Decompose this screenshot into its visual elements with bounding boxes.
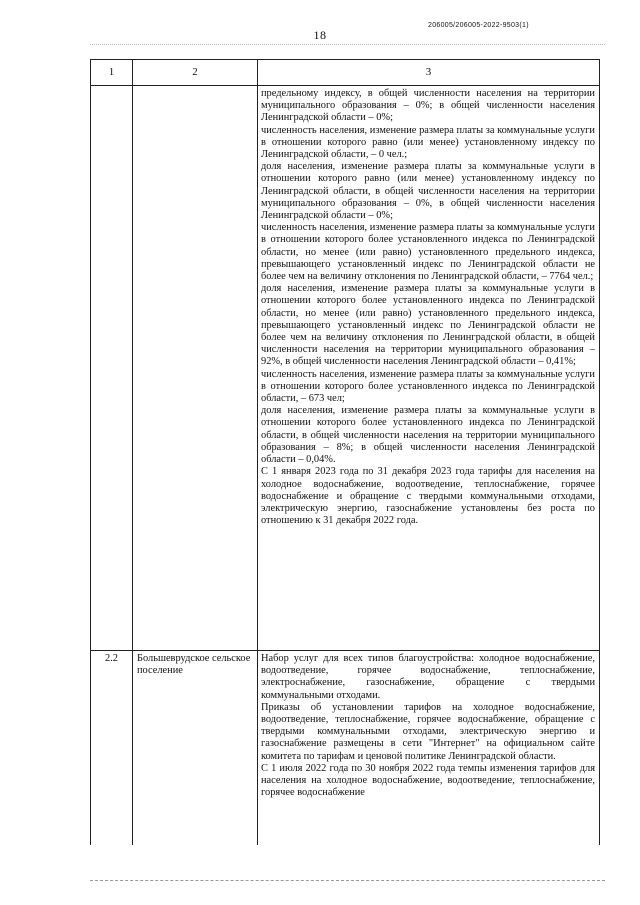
paragraph: доля населения, изменение размера платы за коммунальные услуги в отношении которого более установленного индекса по Ленинградской области, но менее (или равно) установленного предельного индекса, превышающего установленный индекс по Ленинградской области не более чем на величину отклонения по Ленинградской области, в общей численности населения на территории муниципального образования – 92%, в общей численности населения Ленинградской области – 0,41%; — [261, 283, 595, 368]
header-col-3: 3 — [258, 60, 600, 86]
row-number — [91, 86, 133, 651]
tariff-table — [90, 59, 600, 845]
paragraph: Набор услуг для всех типов благоустройства: холодное водоснабжение, водоотведение, горячее водоснабжение, теплоснабжение, электроснабжение, газоснабжение, обращение с твердыми коммунальными отходами. — [261, 653, 595, 701]
paragraph: численность населения, изменение размера платы за коммунальные услуги в отношении которого более установленного индекса по Ленинградской области, – 673 чел; — [261, 368, 595, 405]
description-cell — [258, 651, 600, 846]
municipality-name: Большеврудское сельское поселение — [133, 651, 258, 846]
table-row — [91, 86, 600, 651]
paragraph: доля населения, изменение размера платы за коммунальные услуги в отношении которого равно (или менее) установленному индексу по Ленинградской области, в общей численности населения на территории муниципального образования – 0%, в общей численности населения Ленинградской области – 0%; — [261, 161, 595, 222]
bottom-cut-rule — [90, 880, 605, 881]
paragraph: предельному индексу, в общей численности населения на территории муниципального образования – 0%; в общей численности населения Ленинградской области – 0%; — [261, 88, 595, 124]
municipality-name — [133, 86, 258, 651]
table-header-row — [91, 60, 600, 86]
paragraph: Приказы об установлении тарифов на холодное водоснабжение, водоотведение, теплоснабжение, горячее водоснабжение, обращение с твердыми коммунальными отходами, электрическую энергию и газоснабжение размещены в сети "Интернет" на официальном сайте комитета по тарифам и ценовой политике Ленинградской области. — [261, 701, 595, 762]
paragraph: численность населения, изменение размера платы за коммунальные услуги в отношении которого равно (или менее) установленному индексу по Ленинградской области, – 0 чел.; — [261, 124, 595, 161]
header-col-2: 2 — [133, 60, 258, 86]
paragraph: С 1 января 2023 года по 31 декабря 2023 года тарифы для населения на холодное водоснабжение, водоотведение, теплоснабжение, горячее водоснабжение и обращение с твердыми коммунальными отходами, электрическую энергию, газоснабжение установлены без роста по отношению к 31 декабря 2022 года. — [261, 466, 595, 527]
page-number: 18 — [313, 28, 327, 42]
row-number: 2.2 — [91, 651, 133, 846]
top-dotted-rule — [90, 44, 605, 45]
header-col-1: 1 — [91, 60, 133, 86]
paragraph: С 1 июля 2022 года по 30 ноября 2022 года темпы изменения тарифов для населения на холодное водоснабжение, водоотведение, теплоснабжение, горячее водоснабжение — [261, 762, 595, 799]
paragraph: доля населения, изменение размера платы за коммунальные услуги в отношении которого более установленного индекса по Ленинградской области, в общей численности населения на территории муниципального образования – 8%; в общей численности населения Ленинградской области – 0,04%. — [261, 405, 595, 466]
table-row — [91, 651, 600, 846]
paragraph: численность населения, изменение размера платы за коммунальные услуги в отношении которого более установленного индекса по Ленинградской области, но менее (или равно) установленного предельного индекса, превышающего установленный индекс по Ленинградской области не более чем на величину отклонения по Ленинградской области, – 7764 чел.; — [261, 222, 595, 283]
document-registration-code: 206005/206005-2022-9503(1) — [428, 22, 529, 29]
description-cell — [258, 86, 600, 651]
